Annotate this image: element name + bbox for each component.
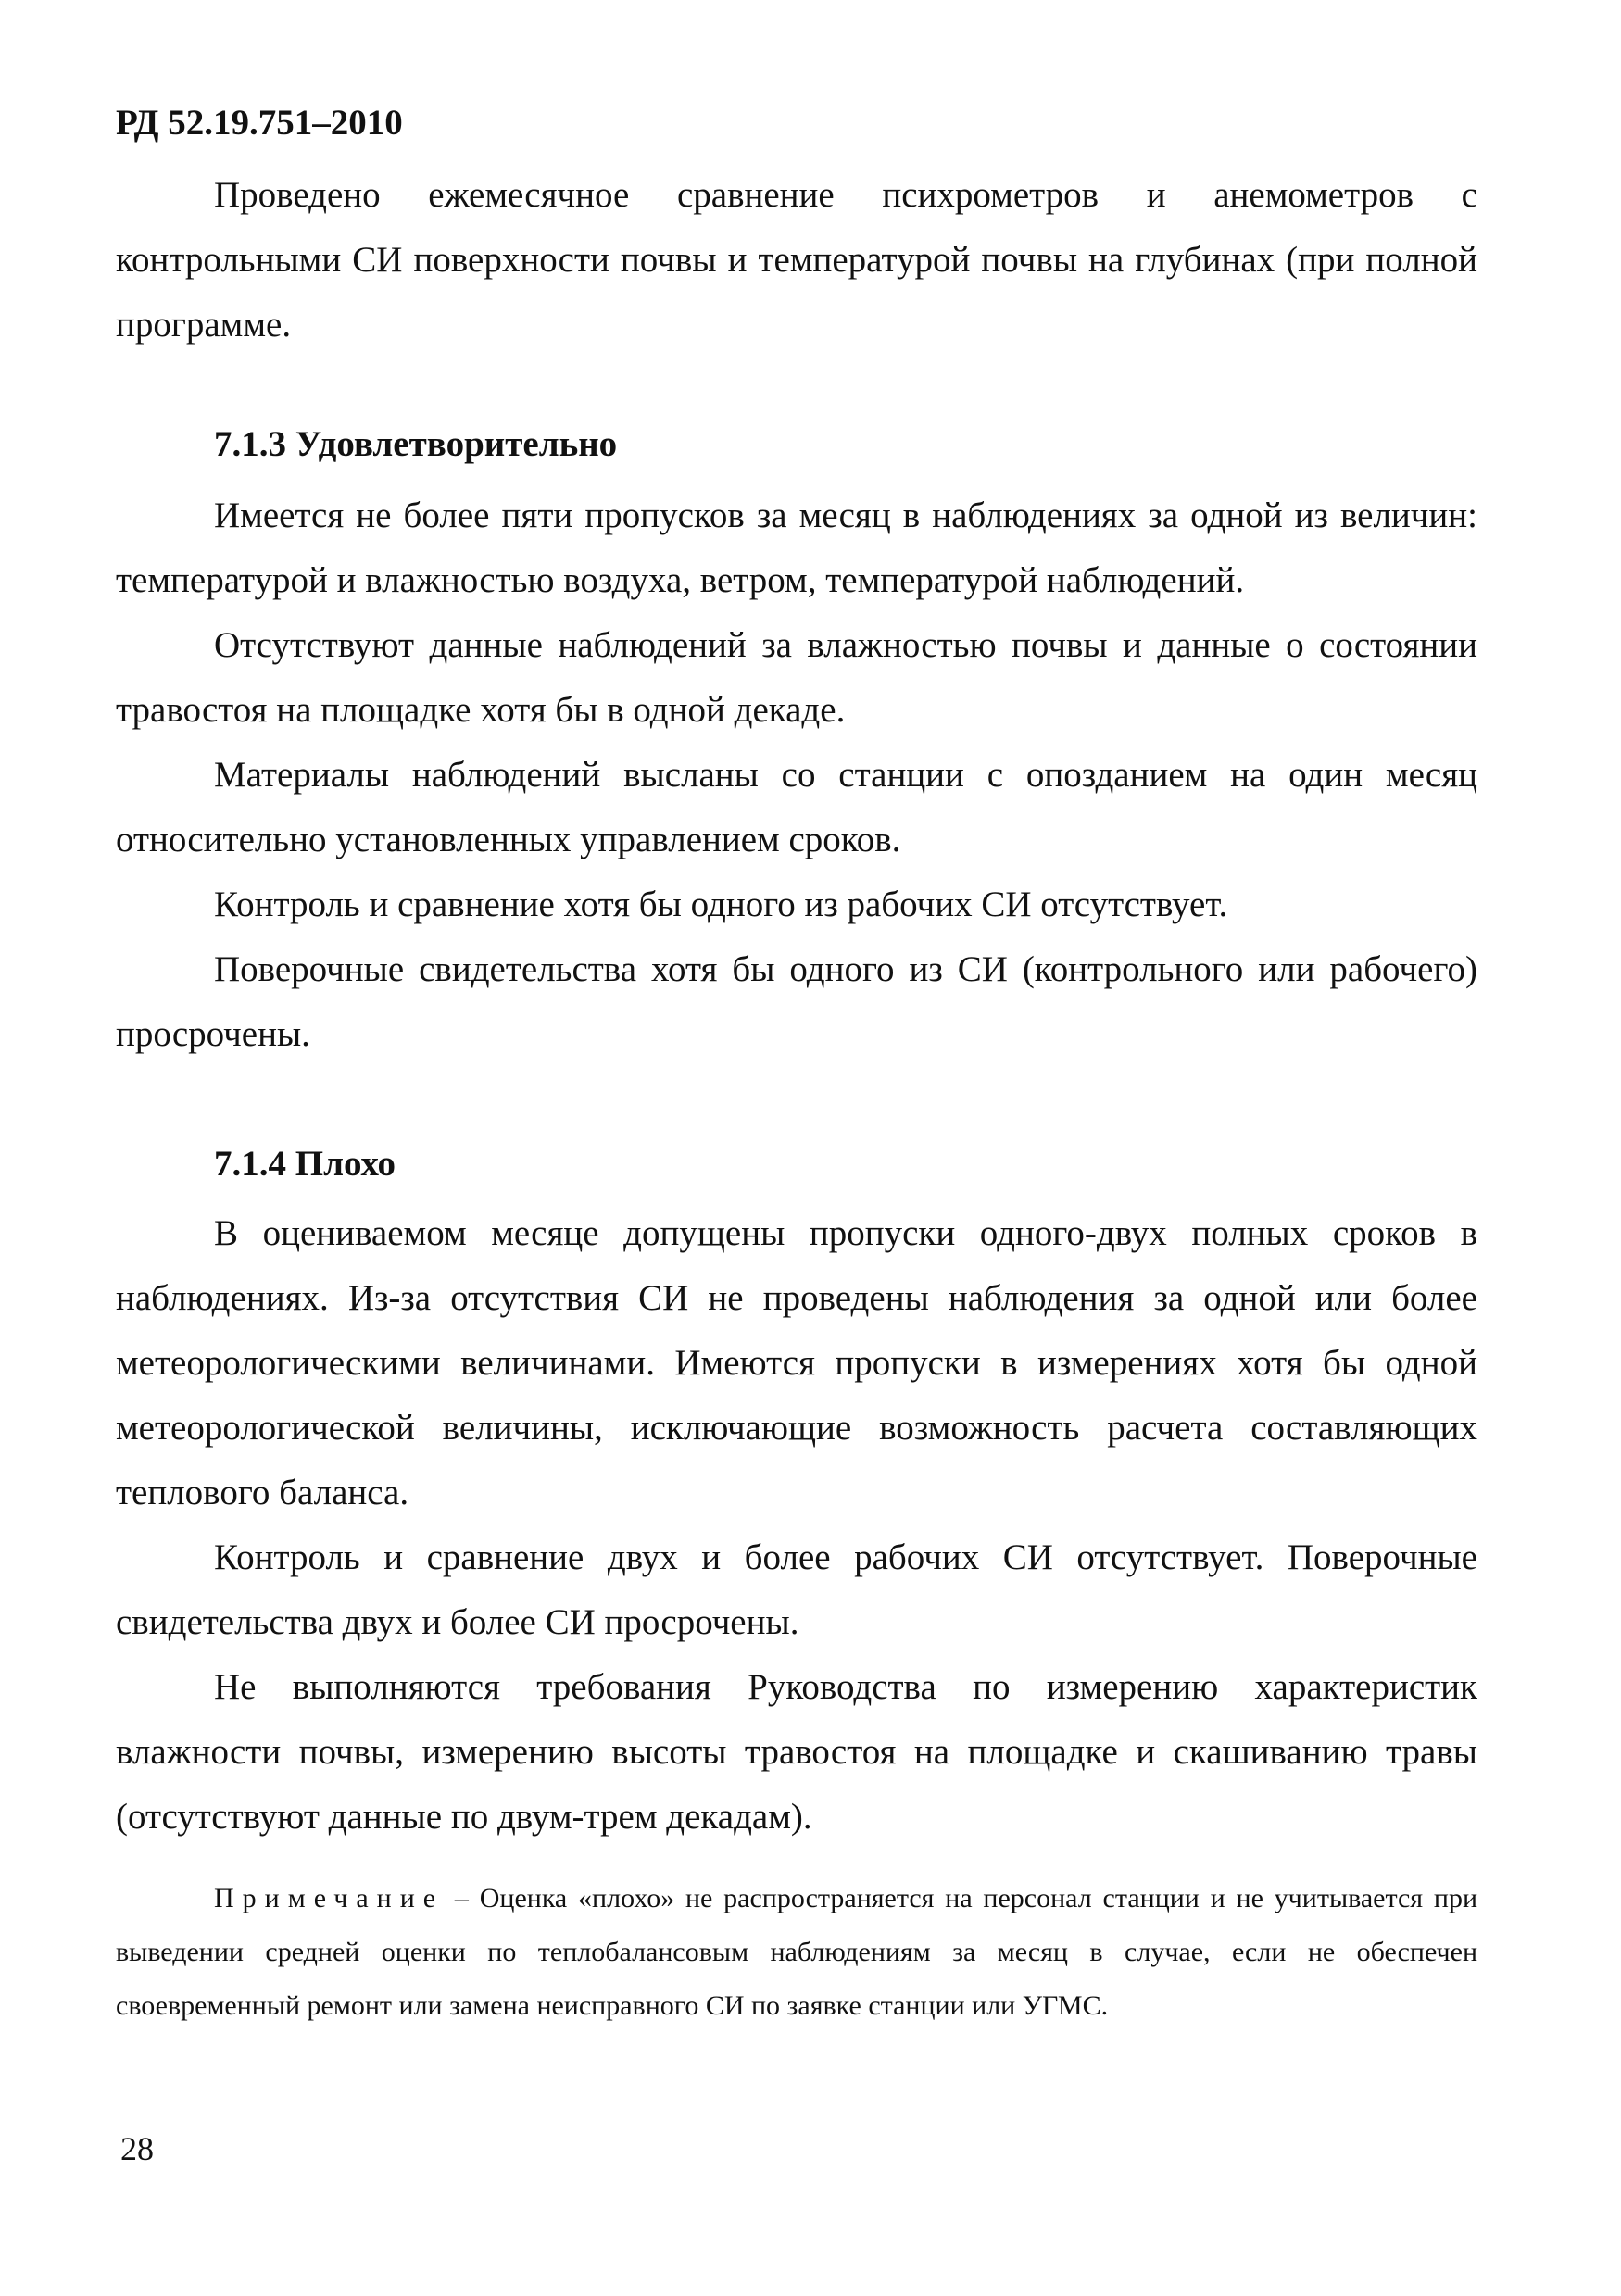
intro-paragraph: Проведено ежемесячное сравнение психрометров и анемометров с контрольными СИ поверхности почвы и температурой почвы на глубинах (при полной программе. — [116, 175, 1477, 345]
section-7-1-3 — [116, 421, 1477, 468]
section-7-1-3-heading: 7.1.3 Удовлетворительно — [214, 424, 618, 464]
section-7-1-4-paragraph-3: Не выполняются требования Руководства по измерению характеристик влажности почвы, измерению высоты травостоя на площадке и скашиванию травы (отсутствуют данные по двум-трем декадам). — [116, 1667, 1477, 1837]
note-paragraph — [116, 1872, 1477, 2033]
section-7-1-4-paragraph-2: Контроль и сравнение двух и более рабочих СИ отсутствует. Поверочные свидетельства двух и более СИ просрочены. — [116, 1537, 1477, 1642]
intro-block — [116, 163, 1477, 358]
note-text: – Оценка «плохо» не распространяется на персонал станции и не учитывается при выведении средней оценки по теплобалансовым наблюдениям за месяц в случае, если не обеспечен своевременный ремонт или замена неисправного СИ по заявке станции или УГМС. — [116, 1883, 1477, 2021]
section-7-1-4-heading: 7.1.4 Плохо — [214, 1144, 396, 1184]
section-7-1-3-paragraph-3: Материалы наблюдений высланы со станции с опозданием на один месяц относительно установленных управлением сроков. — [116, 755, 1477, 859]
section-7-1-4 — [116, 1141, 1477, 1187]
section-7-1-4-paragraph-1: В оцениваемом месяце допущены пропуски одного-двух полных сроков в наблюдениях. Из-за отсутствия СИ не проведены наблюдения за одной или более метеорологическими величинами. Имеются пропуски в измерениях хотя бы одной метеорологической величины, исключающие возможность расчета составляющих теплового баланса. — [116, 1213, 1477, 1512]
section-7-1-3-paragraph-1: Имеется не более пяти пропусков за месяц в наблюдениях за одной из величин: температурой и влажностью воздуха, ветром, температурой наблюдений. — [116, 496, 1477, 600]
section-7-1-3-paragraph-4: Контроль и сравнение хотя бы одного из рабочих СИ отсутствует. — [214, 885, 1228, 924]
document-code-header: РД 52.19.751–2010 — [116, 103, 403, 143]
section-7-1-3-body — [116, 483, 1477, 1067]
section-7-1-4-body — [116, 1201, 1477, 1850]
note-block — [116, 1872, 1477, 2033]
section-7-1-3-paragraph-2: Отсутствуют данные наблюдений за влажностью почвы и данные о состоянии травостоя на площадке хотя бы в одной декаде. — [116, 625, 1477, 730]
note-label: Примечание — [214, 1883, 445, 1913]
section-7-1-3-paragraph-5: Поверочные свидетельства хотя бы одного из СИ (контрольного или рабочего) просрочены. — [116, 949, 1477, 1054]
page-number: 28 — [120, 2130, 154, 2167]
